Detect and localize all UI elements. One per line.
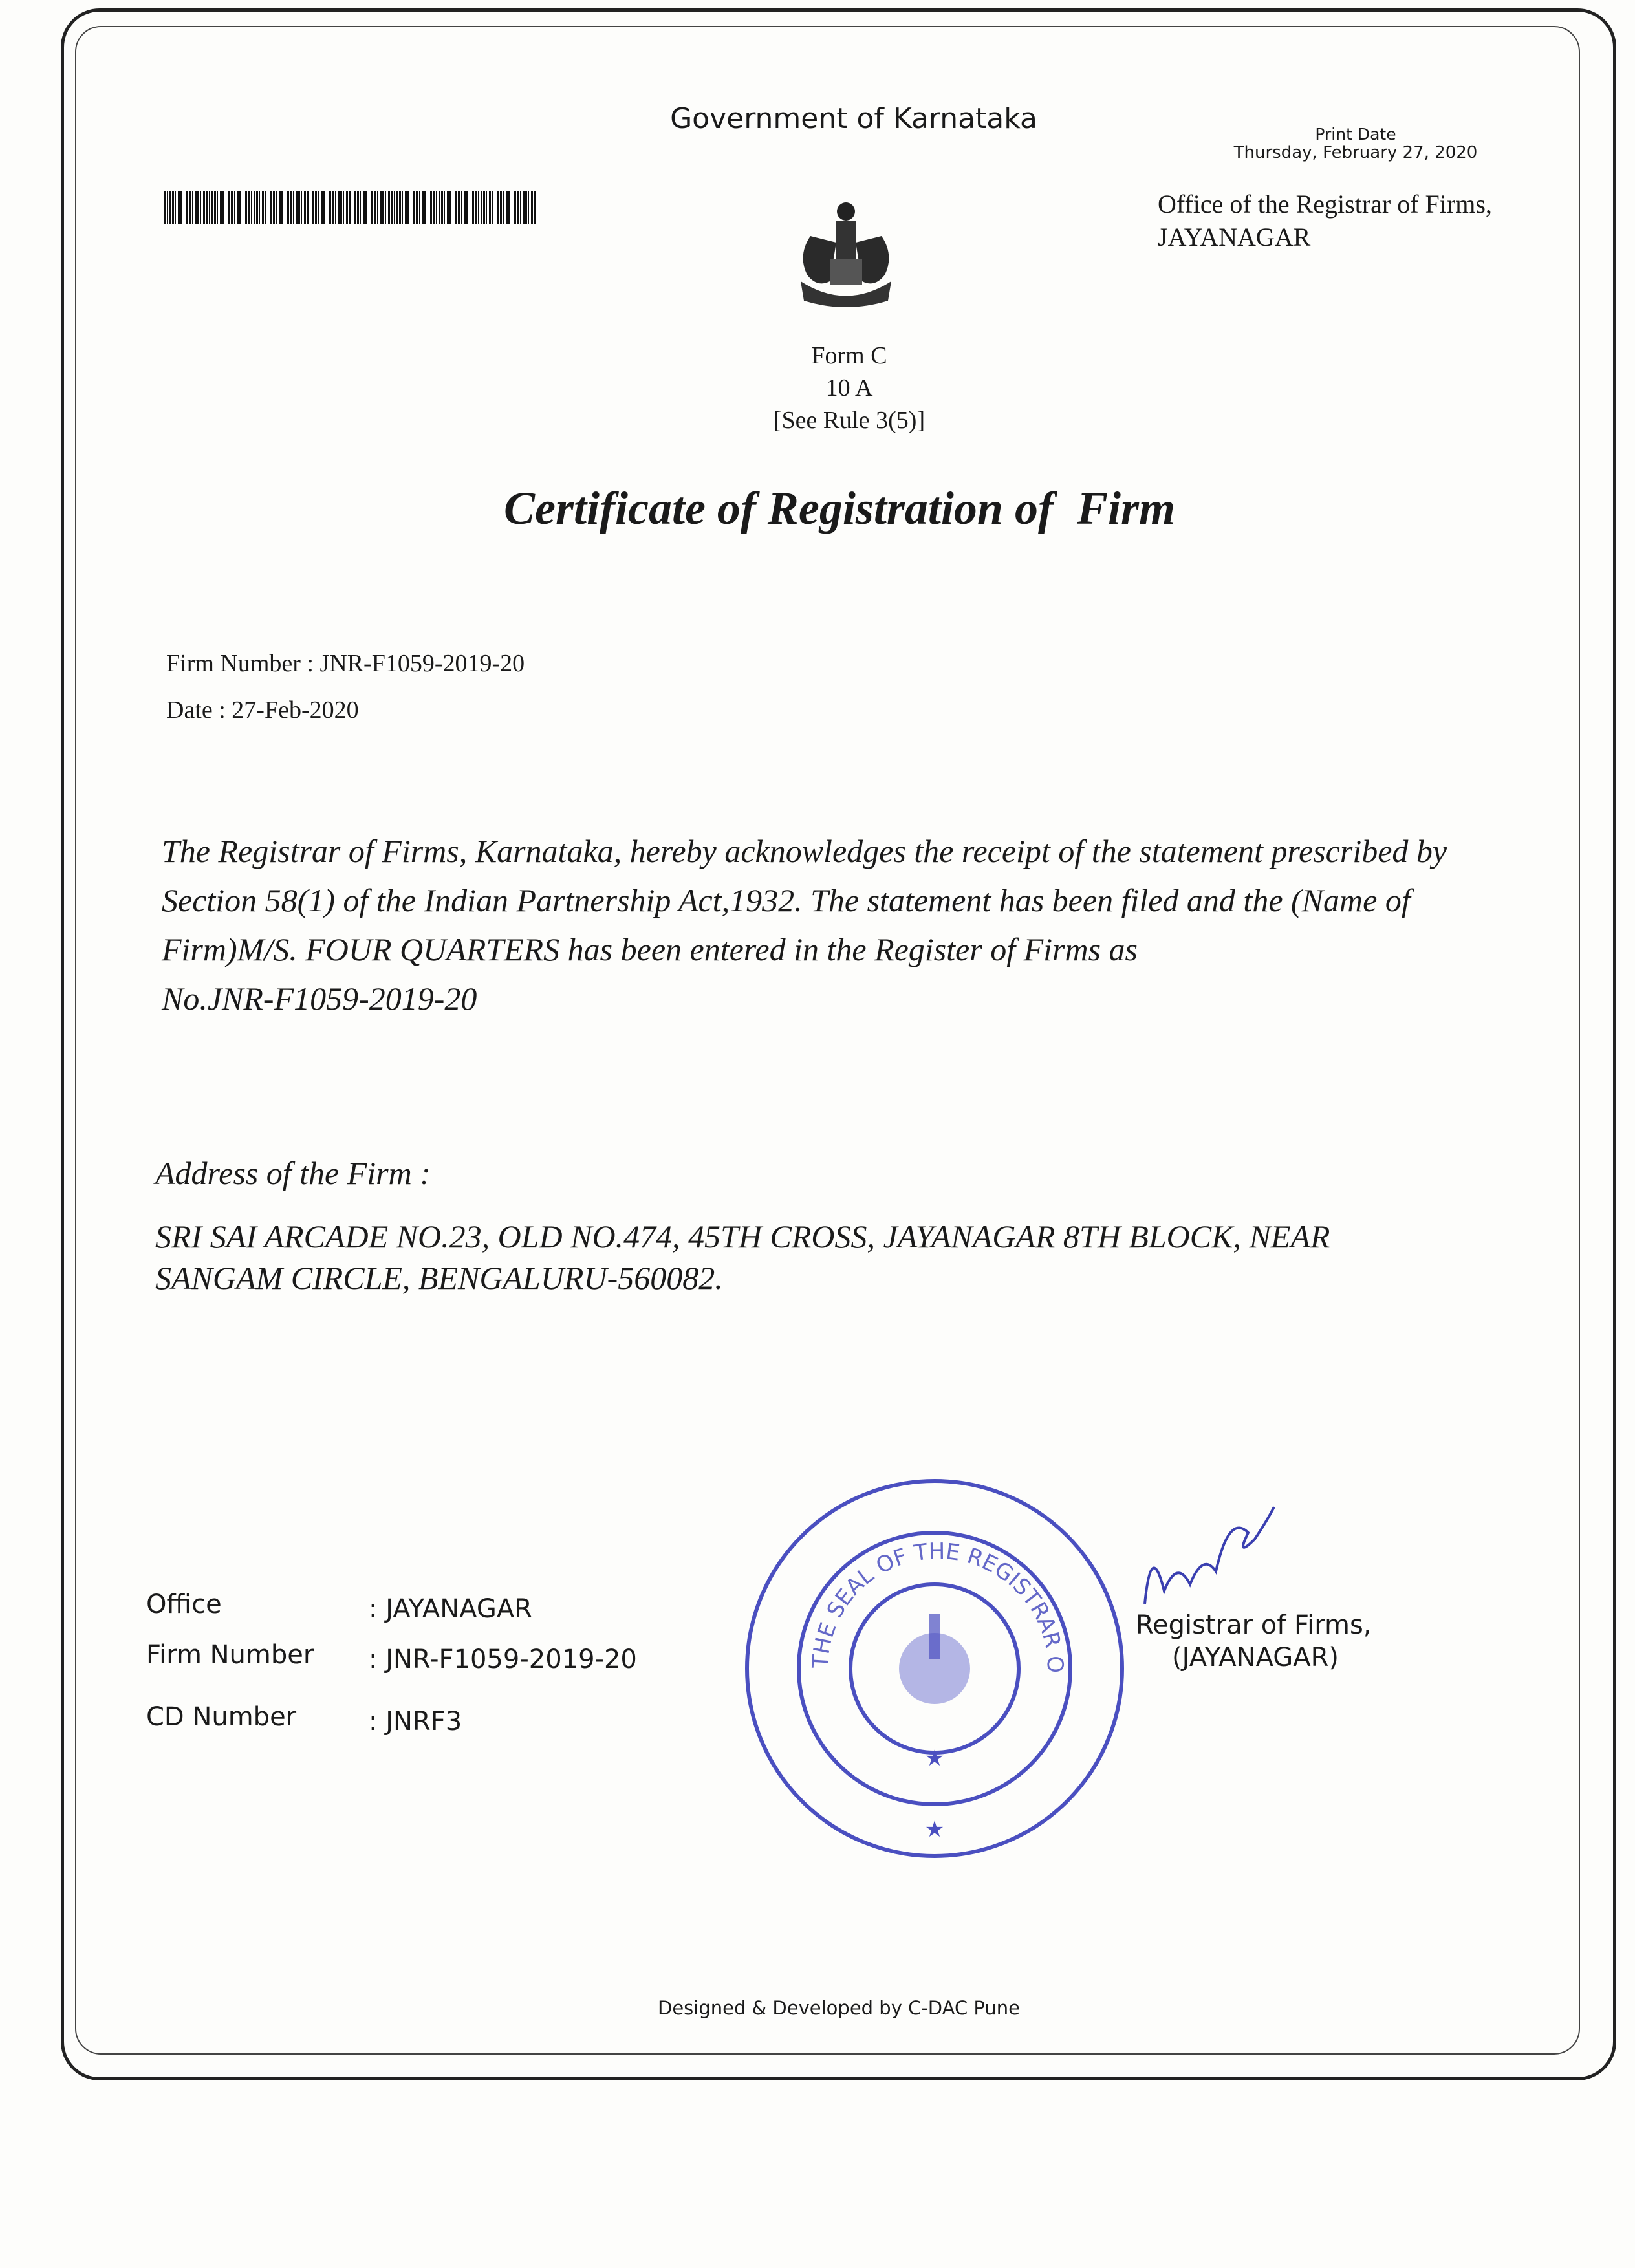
form-rule: [See Rule 3(5)] <box>773 407 926 434</box>
office-line-1: Office of the Registrar of Firms, <box>1158 189 1492 219</box>
address-line: SRI SAI ARCADE NO.23, OLD NO.474, 45TH CROSS, JAYANAGAR 8TH BLOCK, NEAR <box>155 1218 1330 1255</box>
office-value: : JAYANAGAR <box>369 1594 532 1624</box>
form-name: Form C <box>811 342 887 369</box>
karnataka-emblem <box>785 197 907 310</box>
signatory-office: (JAYANAGAR) <box>1172 1643 1339 1672</box>
cd-number-label: CD Number <box>146 1702 297 1732</box>
firm-number: Firm Number : JNR-F1059-2019-20 <box>166 650 525 677</box>
government-heading: Government of Karnataka <box>670 102 1037 135</box>
address-label: Address of the Firm : <box>155 1155 431 1191</box>
certificate-body <box>162 826 1488 1023</box>
signatory-title: Registrar of Firms, <box>1136 1610 1372 1640</box>
office-label: Office <box>146 1590 222 1619</box>
firm-number-value: : JNR-F1059-2019-20 <box>369 1645 637 1674</box>
print-date-label: Print Date <box>1315 125 1396 144</box>
office-line-2: JAYANAGAR <box>1158 222 1311 252</box>
form-number: 10 A <box>825 374 873 402</box>
body-line: Firm)M/S. FOUR QUARTERS has been entered in the Register of Firms as <box>162 931 1138 967</box>
address-line: SANGAM CIRCLE, BENGALURU-560082. <box>155 1260 723 1296</box>
print-date: Thursday, February 27, 2020 <box>1233 143 1478 162</box>
registrar-seal-stamp <box>744 1474 1132 1863</box>
body-line: Section 58(1) of the Indian Partnership Act,1932. The statement has been filed and the (Name of <box>162 882 1411 918</box>
firm-number-label: Firm Number <box>146 1640 314 1670</box>
cd-number-value: : JNRF3 <box>369 1707 462 1736</box>
certificate-date: Date : 27-Feb-2020 <box>166 697 359 724</box>
svg-text:★: ★ <box>924 1747 945 1771</box>
body-line: No.JNR-F1059-2019-20 <box>162 980 477 1017</box>
signature <box>1138 1500 1281 1610</box>
body-line: The Registrar of Firms, Karnataka, hereby acknowledges the receipt of the statement prescribed by <box>162 833 1447 869</box>
svg-text:THE SEAL OF THE REGISTRAR OF F: THE SEAL OF THE REGISTRAR O <box>807 1538 1068 1674</box>
footer-credit: Designed & Developed by C-DAC Pune <box>658 1997 1020 2019</box>
certificate-title: Certificate of Registration of Firm <box>504 482 1175 534</box>
firm-address <box>155 1216 1330 1299</box>
svg-text:★: ★ <box>924 1818 945 1842</box>
barcode <box>164 191 539 224</box>
